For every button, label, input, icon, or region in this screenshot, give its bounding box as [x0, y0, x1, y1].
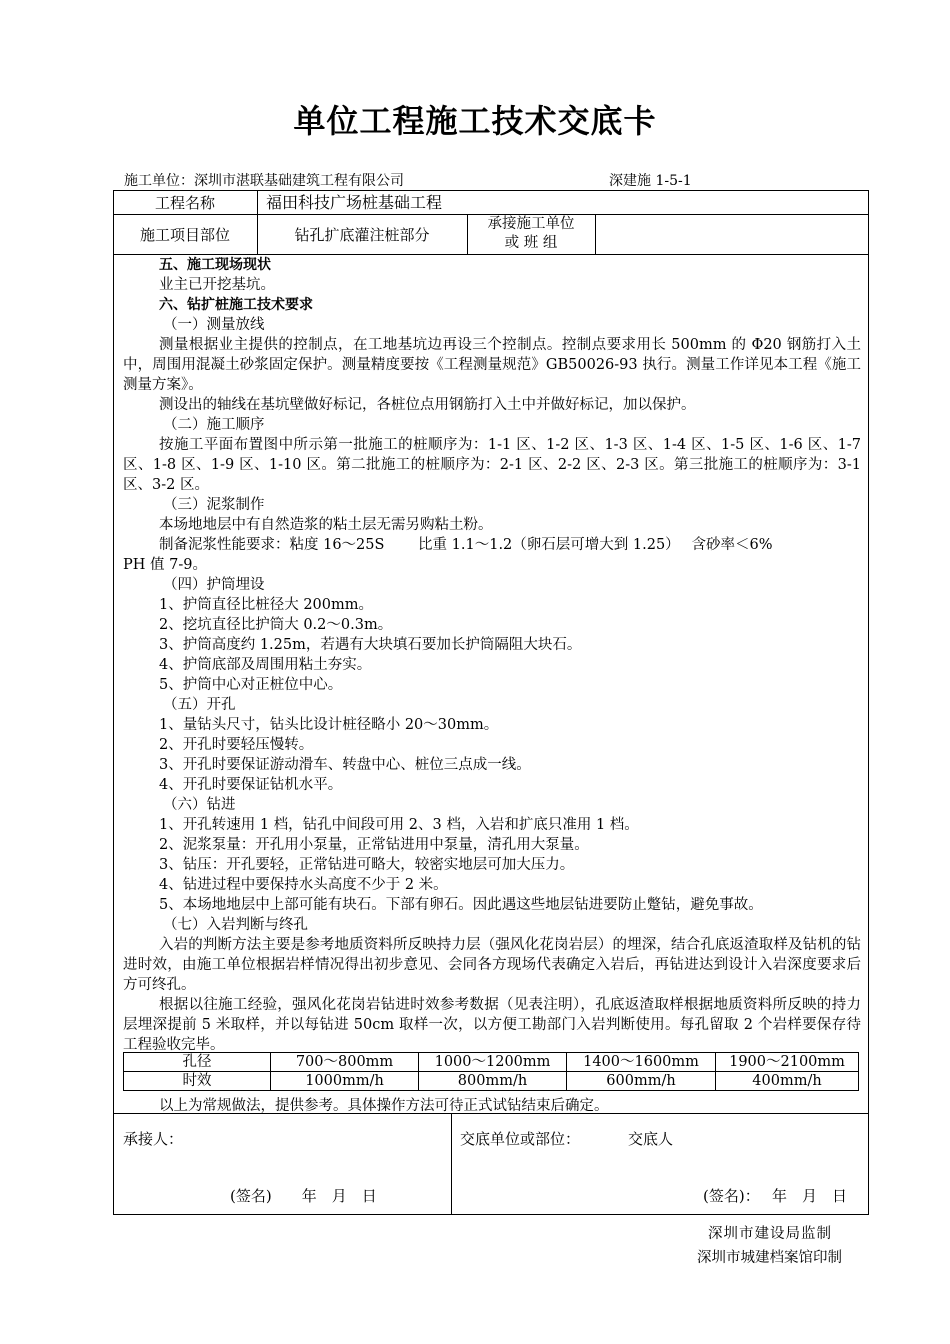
list-item: 4、护筒底部及周围用粘土夯实。 — [159, 657, 372, 673]
section-6-title: 六、钻扩桩施工技术要求 — [159, 297, 313, 313]
receiver-label-line1: 承接施工单位 — [487, 216, 575, 232]
table-cell: 1000mm/h — [271, 1072, 419, 1091]
section-5-title: 五、施工现场现状 — [159, 257, 271, 273]
list-item: 1、量钻头尺寸，钻头比设计桩径略小 20～30mm。 — [159, 717, 499, 733]
sub2-title: （二）施工顺序 — [163, 417, 265, 433]
row-label-rate: 时效 — [124, 1072, 271, 1091]
sub1-paragraph: 测设出的轴线在基坑壁做好标记，各桩位点用钢筋打入土中并做好标记，加以保护。 — [159, 397, 696, 413]
sub1-paragraph: 测量根据业主提供的控制点，在工地基坑边再设三个控制点。控制点要求用长 500mm 的 Φ20 钢筋打入土中，周围用混凝土砂浆固定保护。测量精度要按《工程测量规范》GB50026-93 执行。测量工作详见本工程《施工测量方案》。 — [123, 337, 861, 393]
list-item: 2、泥浆泵量：开孔用小泵量，正常钻进用中泵量，清孔用大泵量。 — [159, 837, 589, 853]
sub4-title: （四）护筒埋设 — [163, 577, 265, 593]
content-body — [123, 255, 861, 1055]
list-item: 2、挖坑直径比护筒大 0.2～0.3m。 — [159, 617, 393, 633]
row-label-diameter: 孔径 — [124, 1053, 271, 1072]
receiver-label-line2: 或 班 组 — [504, 235, 558, 251]
discloser-unit-label: 交底单位或部位： — [460, 1130, 581, 1148]
sub7-paragraph: 根据以往施工经验，强风化花岗岩钻进时效参考数据（见表注明），孔底返渣取样根据地质资料所反映的持力层埋深提前 5 米取样，并以每钻进 50cm 取样一次，以方便工勘部门入岩判断使用。每孔留取 2 个岩样要保存待工程验收完毕。 — [123, 997, 861, 1053]
table-cell: 1900～2100mm — [716, 1053, 859, 1072]
sub1-title: （一）测量放线 — [163, 317, 265, 333]
table-note: 以上为常规做法，提供参考。具体操作方法可待正式试钻结束后确定。 — [159, 1098, 609, 1114]
divider — [595, 214, 596, 254]
sub7-paragraph: 入岩的判断方法主要是参考地质资料所反映持力层（强风化花岗岩层）的埋深，结合孔底返渣取样及钻机的钻进时效，由施工单位根据岩样情况得出初步意见、会同各方现场代表确定入岩后，再钻进达到设计入岩深度要求后方可终孔。 — [123, 937, 861, 993]
sub6-title: （六）钻进 — [163, 797, 236, 813]
list-item: 1、开孔转速用 1 档，钻孔中间段可用 2、3 档，入岩和扩底只准用 1 档。 — [159, 817, 639, 833]
list-item: 3、开孔时要保证游动滑车、转盘中心、桩位三点成一线。 — [159, 757, 531, 773]
list-item: 5、本场地地层中上部可能有块石。下部有卵石。因此遇这些地层钻进要防止蹩钻，避免事故。 — [159, 897, 763, 913]
section-5-text: 业主已开挖基坑。 — [159, 277, 275, 293]
project-name-value: 福田科技广场桩基础工程 — [266, 193, 443, 212]
project-name-label: 工程名称 — [154, 194, 215, 212]
sub3-paragraph: 制备泥浆性能要求：粘度 16～25S 比重 1.1～1.2（卵石层可增大到 1.25） 含砂率＜6% — [159, 537, 773, 553]
page-title: 单位工程施工技术交底卡 — [293, 102, 657, 140]
table-cell: 1000～1200mm — [419, 1053, 567, 1072]
table-cell: 1400～1600mm — [567, 1053, 716, 1072]
receiver-label: 承接人： — [123, 1130, 184, 1148]
efficiency-table — [123, 1052, 859, 1091]
table-row — [124, 1072, 859, 1091]
table-cell: 600mm/h — [567, 1072, 716, 1091]
table-row — [124, 1053, 859, 1072]
sub5-title: （五）开孔 — [163, 697, 236, 713]
sub7-title: （七）入岩判断与终孔 — [163, 917, 308, 933]
discloser-person-label: 交底人 — [628, 1130, 674, 1148]
receiver-label — [468, 215, 594, 253]
footer-supervisor: 深圳市建设局监制 — [708, 1226, 832, 1242]
construction-unit: 施工单位：深圳市湛联基础建筑工程有限公司 — [124, 173, 404, 189]
discloser-sign-date: (签名)： 年 月 日 — [703, 1187, 847, 1205]
list-item: 3、钻压：开孔要轻，正常钻进可略大，较密实地层可加大压力。 — [159, 857, 575, 873]
table-cell: 800mm/h — [419, 1072, 567, 1091]
table-cell: 700～800mm — [271, 1053, 419, 1072]
project-part-value: 钻孔扩底灌注桩部分 — [294, 226, 430, 244]
divider — [451, 1113, 452, 1215]
list-item: 4、钻进过程中要保持水头高度不少于 2 米。 — [159, 877, 448, 893]
sub3-paragraph: PH 值 7-9。 — [123, 557, 207, 573]
form-code: 深建施 1-5-1 — [609, 173, 692, 189]
receiver-sign-date: (签名) 年 月 日 — [230, 1187, 377, 1205]
list-item: 2、开孔时要轻压慢转。 — [159, 737, 314, 753]
project-part-label: 施工项目部位 — [139, 226, 230, 244]
sub3-title: （三）泥浆制作 — [163, 497, 265, 513]
list-item: 3、护筒高度约 1.25m，若遇有大块填石要加长护筒隔阻大块石。 — [159, 637, 582, 653]
list-item: 5、护筒中心对正桩位中心。 — [159, 677, 343, 693]
list-item: 1、护筒直径比桩径大 200mm。 — [159, 597, 374, 613]
table-cell: 400mm/h — [716, 1072, 859, 1091]
footer-printer: 深圳市城建档案馆印制 — [697, 1250, 842, 1266]
sub2-paragraph: 按施工平面布置图中所示第一批施工的桩顺序为：1-1 区、1-2 区、1-3 区、1-4 区、1-5 区、1-6 区、1-7 区、1-8 区、1-9 区、1-10 区。第二批施工的桩顺序为：2-1 区、2-2 区、2-3 区。第三批施工的桩顺序为：3-1 区、3-2 区。 — [123, 437, 861, 493]
list-item: 4、开孔时要保证钻机水平。 — [159, 777, 343, 793]
sub3-paragraph: 本场地地层中有自然造浆的粘土层无需另购粘土粉。 — [159, 517, 493, 533]
